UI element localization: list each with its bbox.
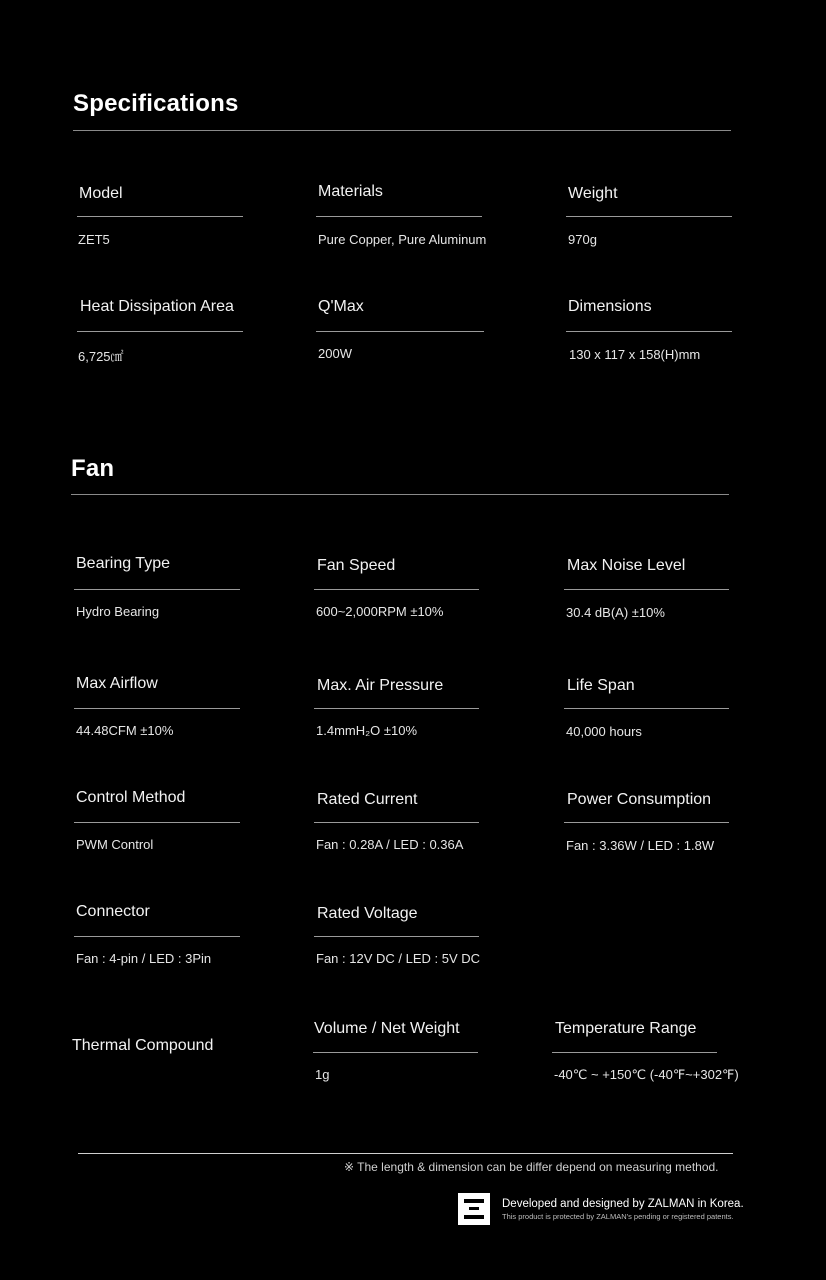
thermal-value-temperature-range: -40℃ ~ +150℃ (-40℉~+302℉) [554, 1067, 739, 1082]
fan-label-bearing-type: Bearing Type [76, 555, 170, 572]
fan-value-max-airflow: 44.48CFM ±10% [76, 723, 174, 738]
fan-value-fan-speed: 600~2,000RPM ±10% [316, 604, 444, 619]
patent-line: This product is protected by ZALMAN's pending or registered patents. [502, 1212, 734, 1221]
spec-underline [313, 1052, 478, 1053]
spec-underline [74, 589, 240, 590]
brand-line: Developed and designed by ZALMAN in Korea. [502, 1198, 744, 1210]
fan-value-rated-current: Fan : 0.28A / LED : 0.36A [316, 837, 464, 852]
spec-underline [74, 936, 240, 937]
spec-value-heat-dissipation: 6,725㎠ [78, 349, 124, 364]
footer-divider [78, 1153, 733, 1154]
spec-underline [564, 822, 729, 823]
measurement-note: ※ The length & dimension can be differ depend on measuring method. [344, 1160, 719, 1174]
zalman-logo-icon [458, 1193, 490, 1225]
spec-label-dimensions: Dimensions [568, 298, 652, 315]
spec-value-qmax: 200W [318, 346, 352, 361]
spec-underline [316, 216, 482, 217]
specifications-heading: Specifications [73, 90, 239, 117]
spec-value-dimensions: 130 x 117 x 158(H)mm [569, 347, 701, 362]
spec-underline [564, 589, 729, 590]
fan-value-life-span: 40,000 hours [566, 724, 642, 739]
thermal-label-temperature-range: Temperature Range [555, 1020, 697, 1037]
spec-underline [552, 1052, 717, 1053]
fan-label-max-airflow: Max Airflow [76, 675, 158, 692]
fan-label-max-noise: Max Noise Level [567, 557, 686, 574]
spec-underline [74, 708, 240, 709]
spec-underline [564, 708, 729, 709]
spec-underline [77, 331, 243, 332]
spec-underline [566, 216, 732, 217]
thermal-value-volume: 1g [315, 1067, 330, 1082]
spec-label-qmax: Q'Max [318, 298, 364, 315]
fan-value-rated-voltage: Fan : 12V DC / LED : 5V DC [316, 951, 481, 966]
thermal-label-volume: Volume / Net Weight [314, 1020, 460, 1037]
spec-label-weight: Weight [568, 185, 618, 202]
specifications-divider [73, 130, 731, 131]
spec-underline [566, 331, 732, 332]
fan-label-life-span: Life Span [567, 677, 635, 694]
spec-underline [314, 708, 479, 709]
fan-value-connector: Fan : 4-pin / LED : 3Pin [76, 951, 212, 966]
fan-divider [71, 494, 729, 495]
spec-label-materials: Materials [318, 183, 383, 200]
spec-value-materials: Pure Copper, Pure Aluminum [318, 232, 487, 247]
spec-underline [314, 822, 479, 823]
spec-label-model: Model [79, 185, 123, 202]
thermal-compound-heading: Thermal Compound [72, 1037, 214, 1054]
fan-label-rated-current: Rated Current [317, 791, 418, 808]
fan-heading: Fan [71, 455, 115, 482]
spec-value-weight: 970g [568, 232, 597, 247]
fan-label-fan-speed: Fan Speed [317, 557, 396, 574]
spec-value-model: ZET5 [78, 232, 110, 247]
spec-underline [314, 936, 479, 937]
fan-value-bearing-type: Hydro Bearing [76, 604, 160, 619]
fan-value-power-consumption: Fan : 3.36W / LED : 1.8W [566, 838, 715, 853]
fan-value-max-noise: 30.4 dB(A) ±10% [566, 605, 665, 620]
spec-underline [74, 822, 240, 823]
fan-label-connector: Connector [76, 903, 150, 920]
fan-label-rated-voltage: Rated Voltage [317, 905, 418, 922]
spec-underline [314, 589, 479, 590]
fan-label-max-air-pressure: Max. Air Pressure [317, 677, 444, 694]
spec-underline [316, 331, 484, 332]
fan-label-power-consumption: Power Consumption [567, 791, 712, 808]
fan-value-control-method: PWM Control [76, 837, 154, 852]
fan-value-max-air-pressure: 1.4mmH₂O ±10% [316, 723, 418, 738]
spec-label-heat-dissipation: Heat Dissipation Area [80, 298, 234, 315]
fan-label-control-method: Control Method [76, 789, 186, 806]
spec-underline [77, 216, 243, 217]
